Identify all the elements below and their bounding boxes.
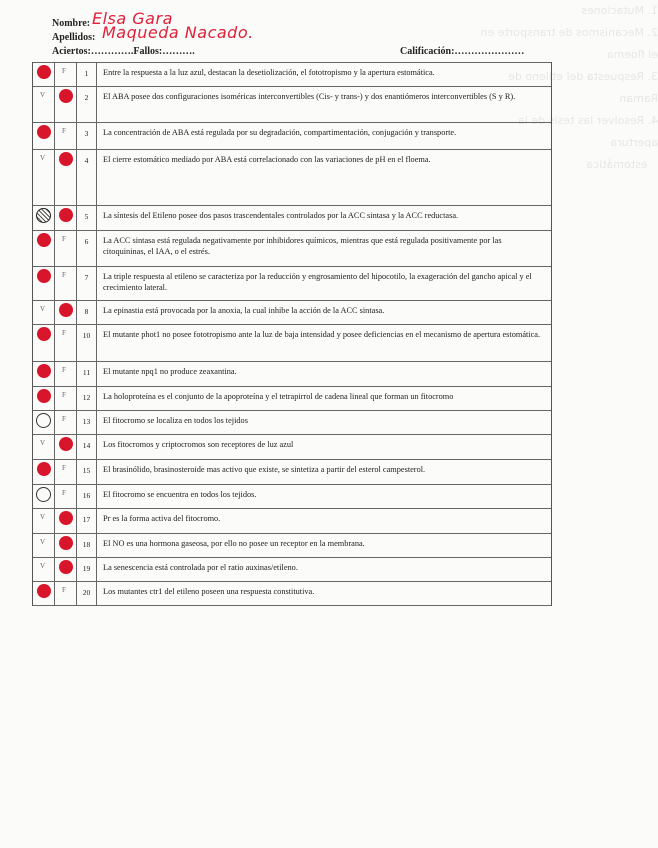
statement-text: La epinastia está provocada por la anoxia, la cual inhibe la acción de la ACC sintasa. <box>103 306 385 315</box>
bleed-through-text: 1. Mutaciones 2. Mecanismos de transporte en el floema 3. Respuesta del etileno de Raman 4. Resolver las tesis de la apertura estomática <box>480 4 658 171</box>
aciertos-fallos-label: Aciertos:………….Fallos:………. <box>52 46 195 57</box>
question-number: 20 <box>77 582 97 605</box>
false-cell[interactable] <box>55 267 77 300</box>
red-circle-mark <box>59 208 73 222</box>
table-row <box>33 534 551 558</box>
question-number: 17 <box>77 509 97 533</box>
false-marker: F <box>62 271 66 279</box>
true-marker: V <box>40 91 46 99</box>
statement-text: Los mutantes ctr1 del etileno poseen una respuesta constitutiva. <box>103 587 315 596</box>
question-number: 7 <box>77 267 97 300</box>
true-marker: V <box>40 305 46 313</box>
false-cell[interactable] <box>55 87 77 122</box>
red-circle-mark <box>59 89 73 103</box>
true-cell[interactable] <box>33 301 55 324</box>
question-number: 3 <box>77 123 97 149</box>
question-number: 8 <box>77 301 97 324</box>
true-false-table <box>32 62 552 606</box>
table-row <box>33 435 551 460</box>
apellidos-handwritten: Maqueda Nacado. <box>102 23 254 42</box>
false-cell[interactable] <box>55 123 77 149</box>
question-number: 18 <box>77 534 97 557</box>
question-number: 4 <box>77 150 97 205</box>
false-cell[interactable] <box>55 485 77 508</box>
table-row <box>33 411 551 435</box>
statement-text: El mutante phot1 no posee fototropismo ante la luz de baja intensidad y posee deficiencias en el mecanismo de apertura estomática. <box>103 330 541 339</box>
false-cell[interactable] <box>55 325 77 361</box>
statement-text: Pr es la forma activa del fitocromo. <box>103 514 221 523</box>
red-circle-mark <box>59 536 73 550</box>
false-marker: F <box>62 415 66 423</box>
statement-text: El brasinólido, brasinosteroide mas activo que existe, se sintetiza a partir del esterol campesterol. <box>103 465 426 474</box>
question-number: 16 <box>77 485 97 508</box>
question-number: 12 <box>77 387 97 410</box>
statement-text: La holoproteína es el conjunto de la apoproteína y el tetrapirrol de cadena lineal que forman un fitocromo <box>103 392 454 401</box>
false-cell[interactable] <box>55 206 77 230</box>
question-number: 1 <box>77 63 97 86</box>
table-row <box>33 460 551 485</box>
true-cell[interactable] <box>33 435 55 459</box>
red-circle-mark <box>37 462 51 476</box>
true-cell[interactable] <box>33 509 55 533</box>
red-circle-mark <box>37 389 51 403</box>
true-marker: V <box>40 439 46 447</box>
true-cell[interactable] <box>33 558 55 581</box>
true-marker: V <box>40 513 46 521</box>
statement-text: El fitocromo se localiza en todos los tejidos <box>103 416 248 425</box>
nombre-label: Nombre: <box>52 18 91 29</box>
false-marker: F <box>62 127 66 135</box>
true-marker: V <box>40 562 46 570</box>
table-row <box>33 558 551 582</box>
false-cell[interactable] <box>55 150 77 205</box>
false-marker: F <box>62 489 66 497</box>
crossed-out-mark <box>36 208 51 223</box>
statement-text: El ABA posee dos configuraciones isoméricas interconvertibles (Cis- y trans-) y dos enantiómeros interconvertibles (S y R). <box>103 92 516 101</box>
red-circle-mark <box>37 125 51 139</box>
statement-text: La senescencia está controlada por el ratio auxinas/etileno. <box>103 563 298 572</box>
statement-text: La síntesis del Etileno posee dos pasos trascendentales controlados por la ACC sintasa y la ACC reductasa. <box>103 211 459 220</box>
red-circle-mark <box>37 65 51 79</box>
table-row <box>33 87 551 123</box>
black-circle-mark <box>36 487 51 502</box>
table-row <box>33 301 551 325</box>
question-number: 13 <box>77 411 97 434</box>
false-marker: F <box>62 464 66 472</box>
true-cell[interactable] <box>33 63 55 86</box>
true-marker: V <box>40 154 46 162</box>
false-cell[interactable] <box>55 301 77 324</box>
statement-text: El NO es una hormona gaseosa, por ello no posee un receptor en la membrana. <box>103 539 365 548</box>
true-marker: V <box>40 538 46 546</box>
false-cell[interactable] <box>55 387 77 410</box>
true-cell[interactable] <box>33 460 55 484</box>
table-row <box>33 231 551 267</box>
calificacion-label: Calificación:………………… <box>400 46 525 57</box>
red-circle-mark <box>37 327 51 341</box>
table-row <box>33 123 551 150</box>
red-circle-mark <box>59 511 73 525</box>
statement-text: Los fitocromos y criptocromos son receptores de luz azul <box>103 440 294 449</box>
question-number: 10 <box>77 325 97 361</box>
question-number: 6 <box>77 231 97 266</box>
false-marker: F <box>62 366 66 374</box>
false-cell[interactable] <box>55 362 77 386</box>
false-cell[interactable] <box>55 435 77 459</box>
red-circle-mark <box>37 584 51 598</box>
table-row <box>33 62 551 87</box>
red-circle-mark <box>37 364 51 378</box>
statement-text: El fitocromo se encuentra en todos los tejidos. <box>103 490 257 499</box>
question-number: 19 <box>77 558 97 581</box>
false-cell[interactable] <box>55 63 77 86</box>
true-cell[interactable] <box>33 582 55 605</box>
question-number: 5 <box>77 206 97 230</box>
true-cell[interactable] <box>33 87 55 122</box>
false-cell[interactable] <box>55 411 77 434</box>
statement-text: La concentración de ABA está regulada por su degradación, compartimentación, conjugación y transporte. <box>103 128 457 137</box>
black-circle-mark <box>36 413 51 428</box>
question-number: 14 <box>77 435 97 459</box>
table-row <box>33 582 551 606</box>
table-row <box>33 387 551 411</box>
apellidos-label: Apellidos: <box>52 32 96 43</box>
exam-header <box>0 0 658 60</box>
table-row <box>33 150 551 206</box>
red-circle-mark <box>59 303 73 317</box>
false-marker: F <box>62 67 66 75</box>
false-cell[interactable] <box>55 534 77 557</box>
false-marker: F <box>62 586 66 594</box>
red-circle-mark <box>59 152 73 166</box>
table-row <box>33 267 551 301</box>
true-cell[interactable] <box>33 123 55 149</box>
true-cell[interactable] <box>33 411 55 434</box>
false-cell[interactable] <box>55 231 77 266</box>
table-row <box>33 206 551 231</box>
false-cell[interactable] <box>55 509 77 533</box>
false-cell[interactable] <box>55 558 77 581</box>
false-marker: F <box>62 391 66 399</box>
true-cell[interactable] <box>33 325 55 361</box>
statement-text: Entre la respuesta a la luz azul, destacan la desetiolización, el fototropismo y la apertura estomática. <box>103 68 435 77</box>
table-row <box>33 485 551 509</box>
false-marker: F <box>62 329 66 337</box>
red-circle-mark <box>37 233 51 247</box>
table-row <box>33 509 551 534</box>
false-cell[interactable] <box>55 460 77 484</box>
question-number: 11 <box>77 362 97 386</box>
question-number: 2 <box>77 87 97 122</box>
table-row <box>33 325 551 362</box>
true-cell[interactable] <box>33 267 55 300</box>
true-cell[interactable] <box>33 231 55 266</box>
statement-text: El mutante npq1 no produce zeaxantina. <box>103 367 237 376</box>
true-cell[interactable] <box>33 206 55 230</box>
red-circle-mark <box>59 560 73 574</box>
false-marker: F <box>62 235 66 243</box>
statement-text: La triple respuesta al etileno se caracteriza por la reducción y engrosamiento del hipocotilo, la exageración del gancho apical y el crecimiento lateral. <box>103 272 532 292</box>
true-cell[interactable] <box>33 150 55 205</box>
true-cell[interactable] <box>33 534 55 557</box>
table-row <box>33 362 551 387</box>
red-circle-mark <box>37 269 51 283</box>
red-circle-mark <box>59 437 73 451</box>
statement-text: La ACC sintasa está regulada negativamente por inhibidores químicos, mientras que está regulada positivamente por las citoquininas, el IAA, o el estrés. <box>103 236 502 256</box>
true-cell[interactable] <box>33 362 55 386</box>
question-number: 15 <box>77 460 97 484</box>
true-cell[interactable] <box>33 485 55 508</box>
statement-text: El cierre estomático mediado por ABA está correlacionado con las variaciones de pH en el floema. <box>103 155 431 164</box>
nombre-handwritten: Elsa Gara <box>92 9 173 28</box>
true-cell[interactable] <box>33 387 55 410</box>
false-cell[interactable] <box>55 582 77 605</box>
